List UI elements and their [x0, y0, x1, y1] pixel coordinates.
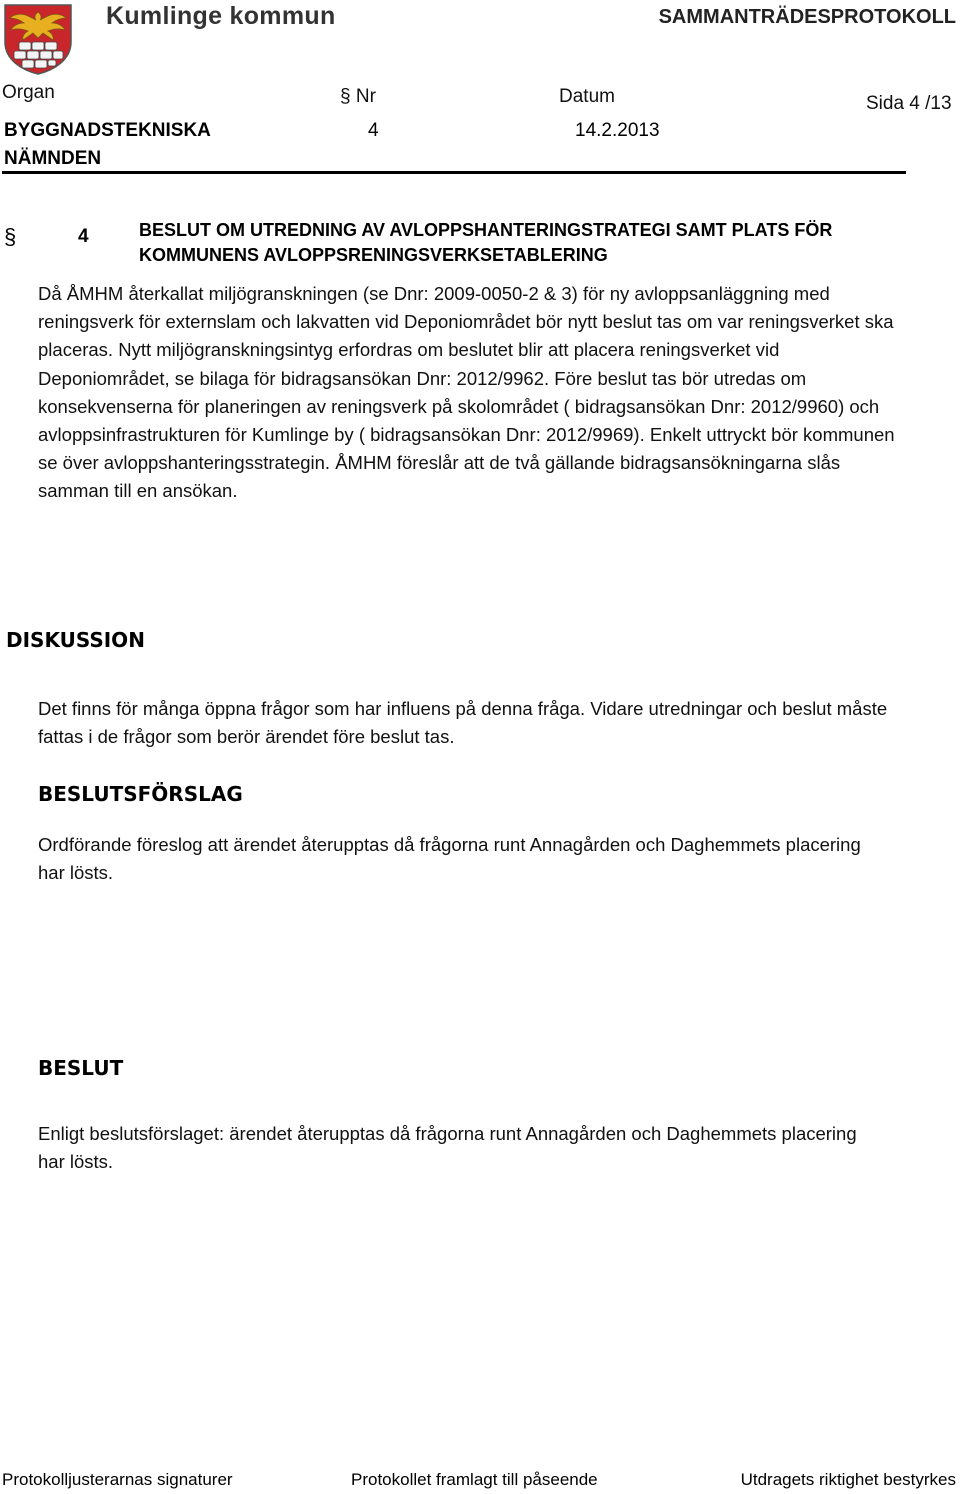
beslutsforslag-text: Ordförande föreslog att ärendet återupptas då frågorna runt Annagården och Daghemmets placering har lösts. — [38, 834, 861, 884]
footer-certification: Utdragets riktighet bestyrkes — [740, 1470, 956, 1489]
nr-label: § Nr — [340, 86, 376, 107]
footer-publication: Protokollet framlagt till påseende — [351, 1470, 598, 1489]
section-title: BESLUT OM UTREDNING AV AVLOPPSHANTERINGSTRATEGI SAMT PLATS FÖR KOMMUNENS AVLOPPSRENINGSVERKSETABLERING — [139, 220, 833, 265]
beslut-text: Enligt beslutsförslaget: ärendet återupptas då frågorna runt Annagården och Daghemmets placering har lösts. — [38, 1123, 857, 1173]
organ-value-line1: BYGGNADSTEKNISKA — [4, 120, 211, 141]
beslutsforslag-heading: BESLUTSFÖRSLAG — [38, 782, 243, 806]
municipal-crest-logo — [2, 2, 74, 76]
datum-label: Datum — [559, 86, 615, 107]
organ-value-line2: NÄMNDEN — [4, 148, 102, 169]
section-intro-text: Då ÅMHM återkallat miljögranskningen (se Dnr: 2009-0050-2 & 3) för ny avloppsanläggning med reningsverk för externslam och lakvatten vid Deponiområdet bör nytt beslut tas om var reningsverket ska placeras. Nytt miljögranskningsintyg erfordras om beslutet blir att placera reningsverket vid Deponiområdet, se bilaga för bidragsansökan Dnr: 2012/9962. Före beslut tas bör utredas om konsekvenserna för planeringen av reningsverk på skolområdet ( bidragsansökan Dnr: 2012/9960) och avloppsinfrastrukturen för Kumlinge by ( bidragsansökan Dnr: 2012/9969). Enkelt uttryckt bör kommunen se över avloppshanteringsstrategin. ÅMHM föreslår att de två gällande bidragsansökningarna slås samman till en ansökan. — [38, 283, 895, 502]
paragraph-symbol: § — [4, 224, 17, 249]
section-number: 4 — [78, 226, 89, 247]
organ-label: Organ — [2, 82, 55, 103]
diskussion-text: Det finns för många öppna frågor som har influens på denna fråga. Vidare utredningar och beslut måste fattas i de frågor som berör ärendet före beslut tas. — [38, 698, 888, 748]
header-rule — [2, 171, 906, 174]
diskussion-heading: DISKUSSION — [6, 628, 145, 652]
municipality-name: Kumlinge kommun — [106, 2, 336, 30]
beslut-heading: BESLUT — [38, 1056, 124, 1080]
page-number: Sida 4 /13 — [866, 93, 952, 114]
document-type: SAMMANTRÄDESPROTOKOLL — [658, 6, 956, 28]
nr-value: 4 — [368, 120, 379, 141]
datum-value: 14.2.2013 — [575, 120, 660, 141]
footer-signatures: Protokolljusterarnas signaturer — [2, 1470, 233, 1489]
